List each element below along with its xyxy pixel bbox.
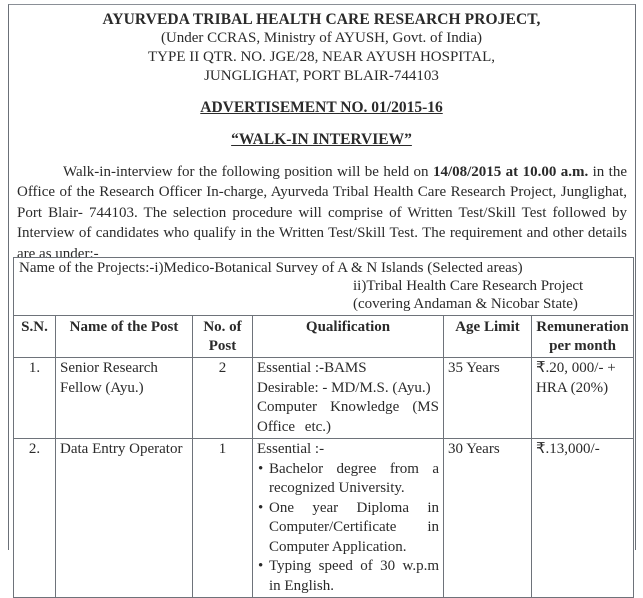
column-header-sn: S.N. <box>14 316 56 358</box>
cell-count: 1 <box>193 439 253 598</box>
table-row <box>14 439 634 598</box>
projects-line-1: Name of the Projects:-i)Medico-Botanical Survey of A & N Islands (Selected areas) <box>19 260 523 276</box>
cell-sn: 1. <box>14 358 56 439</box>
column-header-count: No. of Post <box>193 316 253 358</box>
cell-qualification <box>253 439 444 598</box>
qualification-essential: Essential :- <box>257 441 325 457</box>
qualification-bullet: • One year Diploma in Computer/Certificate in Computer Application. <box>257 499 439 558</box>
cell-age: 35 Years <box>444 358 532 439</box>
document-title-text: “WALK-IN INTERVIEW” <box>231 131 412 148</box>
qualification-bullet: • Bachelor degree from a recognized University. <box>257 460 439 499</box>
table-row <box>14 358 634 439</box>
cell-remuneration: ₹.20, 000/- + HRA (20%) <box>532 358 634 439</box>
cell-qualification <box>253 358 444 439</box>
vacancy-table <box>13 257 634 598</box>
intro-part-1: Walk-in-interview for the following position will be held on <box>63 164 433 180</box>
column-header-age: Age Limit <box>444 316 532 358</box>
column-header-remuneration: Remuneration per month <box>532 316 634 358</box>
address-line-2: JUNGLIGHAT, PORT BLAIR-744103 <box>204 68 439 84</box>
org-name: AYURVEDA TRIBAL HEALTH CARE RESEARCH PROJECT, <box>102 11 541 28</box>
projects-line-2: ii)Tribal Health Care Research Project (covering Andaman & Nicobar State) <box>353 278 584 312</box>
advertisement-number <box>0 99 643 117</box>
projects-cell <box>14 258 634 316</box>
cell-post: Data Entry Operator <box>56 439 193 598</box>
intro-at: at <box>501 164 523 180</box>
interview-date: 14/08/2015 <box>432 164 502 180</box>
qualification-bullet: • Typing speed of 30 w.p.m in English. <box>257 557 439 596</box>
document-title <box>0 131 643 149</box>
qualification-other: Computer Knowledge (MS Office etc.) <box>257 399 439 435</box>
column-header-qualification: Qualification <box>253 316 444 358</box>
qualification-list <box>257 460 439 597</box>
column-header-post: Name of the Post <box>56 316 193 358</box>
address-line-1: TYPE II QTR. NO. JGE/28, NEAR AYUSH HOSPITAL, <box>147 49 495 65</box>
cell-remuneration: ₹.13,000/- <box>532 439 634 598</box>
intro-paragraph <box>17 162 627 264</box>
advertisement-number-text: ADVERTISEMENT NO. 01/2015-16 <box>200 99 443 116</box>
interview-time: 10.00 a.m. <box>522 164 589 180</box>
qualification-desirable: Desirable: - MD/M.S. (Ayu.) <box>257 379 431 396</box>
cell-sn: 2. <box>14 439 56 598</box>
table-header-row <box>14 316 634 358</box>
projects-row <box>14 258 634 316</box>
qualification-essential: Essential :-BAMS <box>257 360 367 376</box>
intro-part-2: in the Office of the Research Officer In-charge, Ayurveda Tribal Health Care Research Project, Junglighat, Port Blair- 744103. The selection procedure will comprise of Written Test/Skill Test followed by Interview of candidates who qualify in the Written Test/Skill Test. The requirement and other details are as under:- <box>17 164 627 262</box>
cell-age: 30 Years <box>444 439 532 598</box>
org-affiliation: (Under CCRAS, Ministry of AYUSH, Govt. of India) <box>160 30 483 46</box>
cell-count: 2 <box>193 358 253 439</box>
cell-post: Senior Research Fellow (Ayu.) <box>56 358 193 439</box>
